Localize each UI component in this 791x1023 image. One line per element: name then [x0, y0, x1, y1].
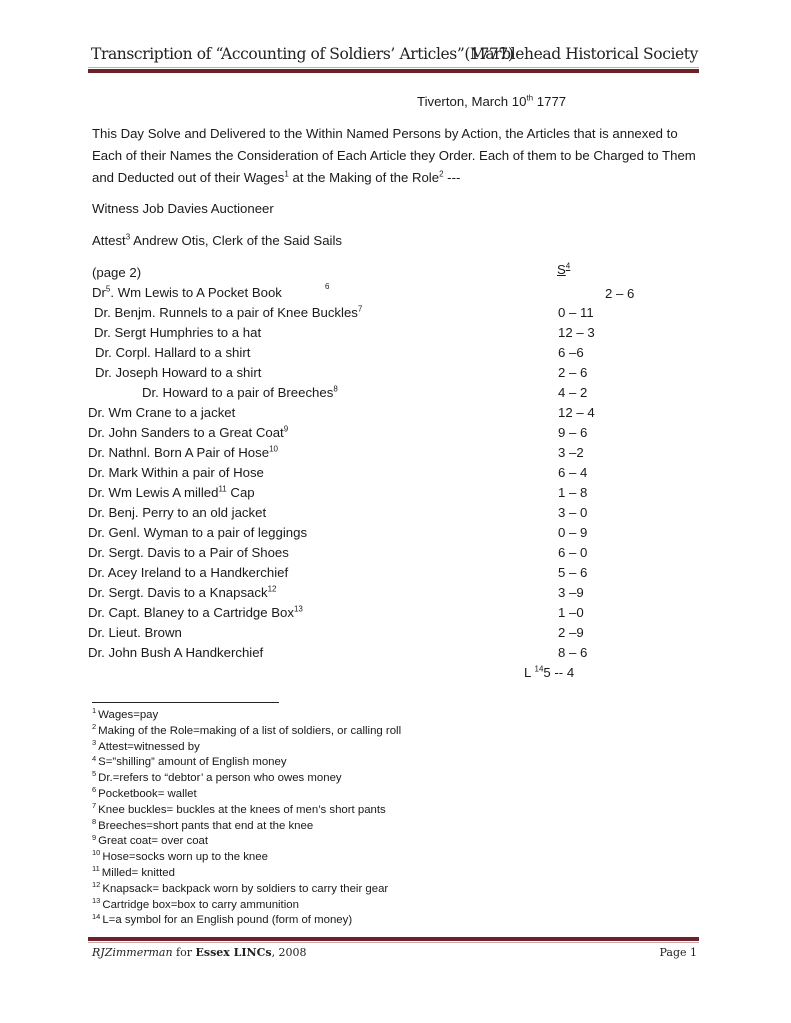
row-amount: 8 – 6 [558, 645, 588, 660]
footnote-number: 8 [92, 816, 97, 826]
ledger-row [88, 645, 263, 660]
row-amount: 0 – 9 [558, 525, 588, 540]
header-rule [88, 69, 699, 73]
header-rule-thin [88, 67, 699, 68]
footnote-text: Milled= knitted [101, 867, 175, 879]
footnote-number: 11 [92, 864, 100, 874]
footnote [92, 801, 386, 816]
row-amount: 4 – 2 [558, 385, 588, 400]
footnote-text: Wages=pay [98, 709, 159, 721]
row-amount: 1 –0 [558, 605, 584, 620]
row-text: Dr. Corpl. Hallard to a shirt [95, 345, 251, 360]
ledger-row [88, 565, 288, 580]
attest-text: Andrew Otis, Clerk of the Said Sails [130, 233, 342, 248]
row-text: Dr. John Sanders to a Great Coat [88, 425, 284, 440]
paragraph-text: at the Making of the Role [288, 170, 440, 185]
footnote-text: Pocketbook= wallet [98, 788, 197, 800]
row-text: Dr. Benjm. Runnels to a pair of Knee Buckles [94, 305, 358, 320]
footnote [92, 753, 287, 769]
page-number: Page 1 [659, 946, 697, 959]
dateline-text: Tiverton, March 10 [417, 94, 527, 109]
footnote-text: Making of the Role=making of a list of soldiers, or calling roll [98, 724, 402, 737]
footnote-number: 7 [92, 801, 97, 810]
footnote-text: L=a symbol for an English pound (form of money) [102, 914, 353, 927]
ledger-row [88, 485, 255, 500]
ledger-row [95, 345, 250, 360]
row-text: Dr. Joseph Howard to a shirt [95, 365, 262, 380]
row-text: Dr [92, 285, 106, 300]
dateline-year: 1777 [533, 94, 567, 109]
paragraph-text: --- [443, 170, 461, 185]
attest-label: Attest [92, 233, 126, 248]
footnote-number: 10 [92, 848, 101, 858]
dateline [417, 94, 566, 109]
footnote-ref: 5 [105, 284, 111, 294]
header-title: Transcription of “Accounting of Soldiers’ Articles”(1777) [91, 45, 514, 63]
footnote [92, 737, 200, 753]
ledger-row [94, 325, 261, 340]
footer-author: RJZimmerman [92, 946, 173, 959]
footnote [92, 816, 314, 832]
row-text: Dr. Benj. Perry to an old jacket [88, 505, 267, 520]
paragraph-line-1: This Day Solve and Delivered to the Within Named Persons by Action, the Articles that is annexed to [92, 126, 678, 141]
footnote-ref: 10 [269, 444, 278, 454]
row-text: Dr. Wm Lewis A milled [88, 485, 219, 500]
footnote-ref: 11 [218, 484, 227, 494]
row-text: Dr. Sergt. Davis to a Knapsack [88, 585, 268, 600]
footnote-text: Knapsack= backpack worn by soldiers to carry their gear [102, 882, 389, 895]
row-amount: 9 – 6 [558, 425, 588, 440]
row-amount: 12 – 3 [558, 325, 595, 340]
ledger-row [95, 365, 261, 380]
ledger-row [92, 285, 282, 300]
footer-rule [88, 937, 699, 941]
footnote [92, 911, 353, 927]
footer-rule-thin [88, 942, 699, 943]
paragraph-line-3 [92, 170, 460, 185]
footnote-text: Great coat= over coat [98, 835, 209, 848]
row-text: Dr. John Bush A Handkerchief [88, 645, 264, 660]
footnote-ref: 12 [267, 584, 277, 594]
footnote-ref: 14 [534, 664, 544, 674]
row-text: Dr. Mark Within a pair of Hose [88, 465, 264, 480]
ledger-row [94, 305, 362, 320]
footnote-text: Cartridge box=box to carry ammunition [102, 898, 299, 911]
footnote [92, 769, 342, 785]
footnote [92, 832, 209, 848]
footnote-number: 5 [92, 769, 97, 779]
footnote-number: 12 [92, 880, 101, 889]
footnote [92, 722, 402, 737]
footnote [92, 895, 299, 911]
footnote-text: Attest=witnessed by [98, 740, 200, 753]
row-amount: 6 – 0 [558, 545, 588, 560]
row-text: . Wm Lewis to A Pocket Book [110, 285, 282, 300]
footnote-ref-floating: 6 [325, 282, 330, 291]
row-text: Dr. Sergt. Davis to a Pair of Shoes [88, 545, 289, 560]
ledger-row [88, 545, 289, 560]
footnote-number: 1 [92, 706, 97, 716]
footer-credit [92, 946, 307, 959]
footnote [92, 848, 268, 864]
ledger-row [88, 625, 182, 640]
row-amount: 2 – 6 [605, 286, 635, 301]
ledger-row [88, 465, 264, 480]
footnote-ref: 2 [439, 169, 444, 179]
total-pound-symbol: L [524, 665, 535, 680]
footnote-text: Breeches=short pants that end at the knee [98, 819, 314, 832]
footnote [92, 864, 175, 879]
row-amount: 5 – 6 [558, 565, 588, 580]
total-amount: 5 -- 4 [543, 665, 575, 680]
ledger-row [88, 425, 288, 440]
header-organization: Marblehead Historical Society [469, 45, 698, 63]
row-text: Dr. Nathnl. Born A Pair of Hose [88, 445, 270, 460]
footnote-number: 2 [92, 722, 97, 731]
footnote-text: Hose=socks worn up to the knee [102, 851, 268, 864]
ledger-row [88, 405, 235, 420]
row-text: Dr. Acey Ireland to a Handkerchief [88, 565, 289, 580]
footnote [92, 880, 389, 895]
ledger-row [88, 445, 278, 460]
row-amount: 2 – 6 [558, 365, 588, 380]
footnote-number: 9 [92, 832, 97, 842]
footnote-ref: 4 [565, 261, 571, 271]
page-label: (page 2) [92, 265, 142, 280]
row-text: Dr. Capt. Blaney to a Cartridge Box [88, 605, 294, 620]
row-amount: 2 –9 [558, 625, 584, 640]
row-text: Dr. Genl. Wyman to a pair of leggings [88, 525, 308, 540]
row-amount: 3 – 0 [558, 505, 588, 520]
shilling-column-header [557, 262, 570, 277]
footer-year: , 2008 [271, 946, 307, 959]
footnote [92, 785, 197, 800]
footnote-ref: 7 [357, 304, 363, 314]
footnote-ref: 1 [284, 169, 289, 179]
footnote-ref: 8 [333, 384, 338, 394]
row-text: Dr. Lieut. Brown [88, 625, 182, 640]
paragraph-line-2: Each of their Names the Consideration of Each Article they Order. Each of them to be Charged to Them [92, 148, 696, 163]
ledger-row [88, 585, 276, 600]
ledger-row [142, 385, 338, 400]
row-amount: 12 – 4 [558, 405, 595, 420]
row-amount: 6 – 4 [558, 465, 588, 480]
footnote-number: 6 [92, 785, 97, 795]
footnote-number: 3 [92, 737, 97, 747]
row-text: Dr. Sergt Humphries to a hat [94, 325, 262, 340]
row-amount: 3 –2 [558, 445, 584, 460]
row-text: Cap [226, 485, 255, 500]
row-amount: 0 – 11 [558, 305, 594, 320]
dateline-sup: th [526, 93, 534, 103]
ledger-row [88, 525, 307, 540]
attest-line [92, 233, 342, 248]
footnote-ref: 3 [125, 232, 131, 242]
paragraph-text: and Deducted out of their Wages [92, 170, 285, 185]
footnote-number: 4 [92, 753, 97, 763]
footnote-number: 13 [92, 895, 101, 905]
ledger-row [88, 605, 303, 620]
row-text: Dr. Wm Crane to a jacket [88, 405, 236, 420]
footnote-text: Knee buckles= buckles at the knees of men’s short pants [98, 803, 386, 816]
witness-line: Witness Job Davies Auctioneer [92, 201, 274, 216]
footnote-ref: 9 [283, 424, 289, 434]
row-amount: 3 –9 [558, 585, 584, 600]
footnote-text: Dr.=refers to “debtor’ a person who owes money [98, 772, 342, 785]
footnote [92, 706, 159, 721]
footer-organization: Essex LINCs [195, 946, 272, 959]
footer-for: for [172, 946, 196, 959]
footnote-separator [92, 702, 279, 703]
row-text: Dr. Howard to a pair of Breeches [142, 385, 334, 400]
footnote-ref: 13 [293, 604, 303, 614]
footnote-text: S=”shilling” amount of English money [98, 756, 287, 769]
column-header-text: S [557, 262, 566, 277]
row-amount: 1 – 8 [558, 485, 588, 500]
ledger-row [88, 505, 266, 520]
footnote-number: 14 [92, 911, 101, 921]
row-amount: 6 –6 [558, 345, 584, 360]
ledger-total [524, 665, 574, 680]
